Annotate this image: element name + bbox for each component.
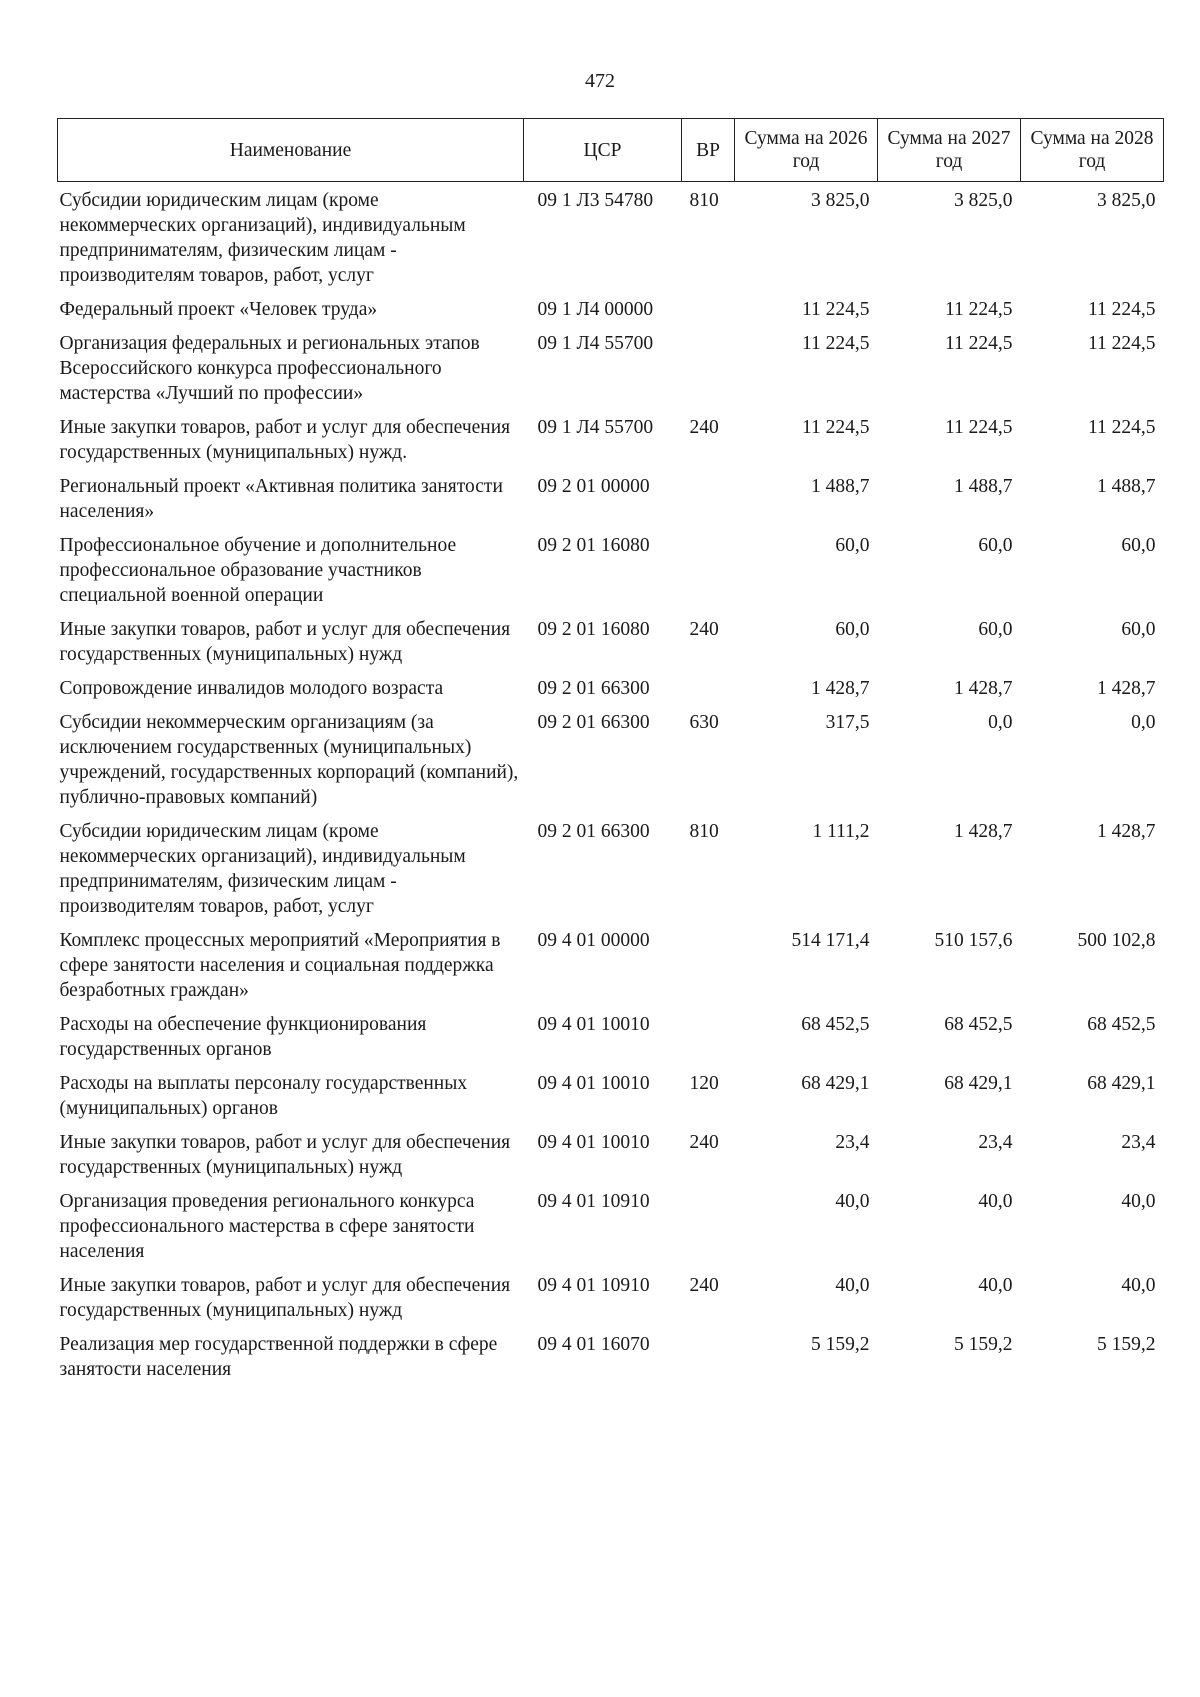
row-vr: 630 [689,712,719,733]
row-sum-2027: 3 825,0 [954,190,1013,211]
row-vr [682,922,735,1006]
row-vr [682,468,735,527]
table-row [58,704,1164,813]
row-sum-2026: 40,0 [835,1191,870,1212]
row-vr [682,527,735,611]
row-sum-2026: 23,4 [835,1132,870,1153]
row-sum-2027: 68 429,1 [944,1073,1013,1094]
row-sum-2028: 60,0 [1121,535,1156,556]
row-vr [682,1183,735,1267]
table-row [58,468,1164,527]
row-sum-2027: 510 157,6 [934,930,1013,951]
budget-table [57,118,1164,1385]
row-sum-2028: 0,0 [1131,712,1156,733]
header-sum-2027: Сумма на 2027 год [878,119,1021,182]
row-sum-2026: 11 224,5 [801,333,870,354]
row-sum-2028: 11 224,5 [1087,417,1156,438]
row-vr [682,1326,735,1385]
header-sum-2028: Сумма на 2028 год [1021,119,1164,182]
row-sum-2028: 11 224,5 [1087,299,1156,320]
row-name: Иные закупки товаров, работ и услуг для обеспечения государственных (муниципальных) нужд [59,1275,511,1321]
row-csr: 09 1 Л4 55700 [537,333,654,354]
row-name: Иные закупки товаров, работ и услуг для обеспечения государственных (муниципальных) нужд [59,1132,511,1178]
row-sum-2027: 5 159,2 [954,1334,1013,1355]
row-sum-2028: 3 825,0 [1097,190,1156,211]
row-csr: 09 4 01 16070 [537,1334,650,1355]
row-sum-2028: 5 159,2 [1097,1334,1156,1355]
row-csr: 09 4 01 00000 [537,930,650,951]
row-vr [682,670,735,704]
row-sum-2028: 1 428,7 [1097,678,1156,699]
table-body [58,182,1164,1386]
row-name: Расходы на выплаты персоналу государственных (муниципальных) органов [59,1073,468,1119]
row-sum-2026: 60,0 [835,535,870,556]
row-sum-2028: 23,4 [1121,1132,1156,1153]
row-sum-2027: 11 224,5 [944,299,1013,320]
row-sum-2026: 514 171,4 [791,930,870,951]
row-sum-2028: 1 428,7 [1097,821,1156,842]
row-sum-2028: 500 102,8 [1077,930,1156,951]
row-csr: 09 1 Л4 00000 [537,299,654,320]
header-row [58,119,1164,182]
row-name: Комплекс процессных мероприятий «Мероприятия в сфере занятости населения и социальная поддержка безработных граждан» [59,930,501,1001]
row-vr: 240 [689,1275,719,1296]
row-name: Реализация мер государственной поддержки в сфере занятости населения [59,1334,498,1380]
row-sum-2026: 317,5 [825,712,870,733]
row-name: Организация федеральных и региональных этапов Всероссийского конкурса профессионального мастерства «Лучший по профессии» [59,333,480,404]
table-row [58,611,1164,670]
row-csr: 09 4 01 10910 [537,1275,650,1296]
row-name: Профессиональное обучение и дополнительное профессиональное образование участников специальной военной операции [59,535,457,606]
row-csr: 09 2 01 66300 [537,821,650,842]
table-row [58,325,1164,409]
row-vr: 240 [689,417,719,438]
table-row [58,409,1164,468]
table-row [58,1183,1164,1267]
header-name: Наименование [58,119,524,182]
row-sum-2026: 1 428,7 [811,678,870,699]
row-csr: 09 2 01 00000 [537,476,650,497]
row-sum-2028: 40,0 [1121,1191,1156,1212]
row-vr [682,1006,735,1065]
row-sum-2026: 1 111,2 [812,821,870,842]
row-csr: 09 2 01 66300 [537,712,650,733]
row-sum-2028: 60,0 [1121,619,1156,640]
table-row [58,1006,1164,1065]
row-sum-2026: 5 159,2 [811,1334,870,1355]
row-sum-2027: 1 428,7 [954,821,1013,842]
row-csr: 09 2 01 16080 [537,535,650,556]
row-sum-2028: 40,0 [1121,1275,1156,1296]
row-sum-2027: 11 224,5 [944,417,1013,438]
row-sum-2027: 11 224,5 [944,333,1013,354]
row-vr [682,325,735,409]
row-sum-2027: 1 428,7 [954,678,1013,699]
row-name: Организация проведения регионального конкурса профессионального мастерства в сфере занятости населения [59,1191,475,1262]
row-name: Иные закупки товаров, работ и услуг для обеспечения государственных (муниципальных) нужд [59,619,511,665]
row-name: Субсидии юридическим лицам (кроме некоммерческих организаций), индивидуальным предпринимателям, физическим лицам - производителям товаров, работ, услуг [59,190,466,286]
row-sum-2027: 60,0 [978,535,1013,556]
page-number: 472 [585,70,615,92]
row-sum-2026: 1 488,7 [811,476,870,497]
row-sum-2026: 68 429,1 [801,1073,870,1094]
budget-table-container [57,118,1163,1385]
table-row [58,1326,1164,1385]
row-name: Сопровождение инвалидов молодого возраста [59,678,444,699]
table-row [58,813,1164,922]
row-sum-2026: 11 224,5 [801,417,870,438]
table-row [58,922,1164,1006]
row-csr: 09 4 01 10010 [537,1073,650,1094]
table-row [58,1124,1164,1183]
row-vr: 810 [689,821,719,842]
table-header [58,119,1164,182]
row-csr: 09 2 01 16080 [537,619,650,640]
row-sum-2028: 68 429,1 [1087,1073,1156,1094]
row-vr: 240 [689,619,719,640]
row-sum-2027: 23,4 [978,1132,1013,1153]
row-sum-2027: 0,0 [988,712,1013,733]
row-sum-2028: 1 488,7 [1097,476,1156,497]
row-sum-2027: 60,0 [978,619,1013,640]
row-sum-2027: 40,0 [978,1191,1013,1212]
row-csr: 09 4 01 10010 [537,1014,650,1035]
row-name: Региональный проект «Активная политика занятости населения» [59,476,503,522]
row-csr: 09 2 01 66300 [537,678,650,699]
row-sum-2026: 68 452,5 [801,1014,870,1035]
row-name: Иные закупки товаров, работ и услуг для обеспечения государственных (муниципальных) нужд. [59,417,511,463]
table-row [58,1267,1164,1326]
row-name: Федеральный проект «Человек труда» [59,299,378,320]
row-sum-2026: 40,0 [835,1275,870,1296]
row-sum-2027: 40,0 [978,1275,1013,1296]
table-row [58,527,1164,611]
row-sum-2026: 3 825,0 [811,190,870,211]
table-row [58,291,1164,325]
header-vr: ВР [682,119,735,182]
row-name: Расходы на обеспечение функционирования государственных органов [59,1014,427,1060]
table-row [58,670,1164,704]
row-vr: 120 [689,1073,719,1094]
row-vr: 810 [689,190,719,211]
header-sum-2026: Сумма на 2026 год [735,119,878,182]
row-csr: 09 4 01 10010 [537,1132,650,1153]
row-sum-2028: 11 224,5 [1087,333,1156,354]
row-csr: 09 1 Л4 55700 [537,417,654,438]
header-csr: ЦСР [524,119,682,182]
row-sum-2027: 1 488,7 [954,476,1013,497]
row-sum-2026: 11 224,5 [801,299,870,320]
row-csr: 09 4 01 10910 [537,1191,650,1212]
table-row [58,182,1164,292]
row-name: Субсидии юридическим лицам (кроме некоммерческих организаций), индивидуальным предпринимателям, физическим лицам - производителям товаров, работ, услуг [59,821,466,917]
row-sum-2028: 68 452,5 [1087,1014,1156,1035]
row-vr: 240 [689,1132,719,1153]
row-sum-2027: 68 452,5 [944,1014,1013,1035]
row-name: Субсидии некоммерческим организациям (за исключением государственных (муниципальных) учреждений, государственных корпораций (компаний), публично-правовых компаний) [59,712,519,808]
table-row [58,1065,1164,1124]
row-sum-2026: 60,0 [835,619,870,640]
row-csr: 09 1 Л3 54780 [537,190,654,211]
row-vr [682,291,735,325]
